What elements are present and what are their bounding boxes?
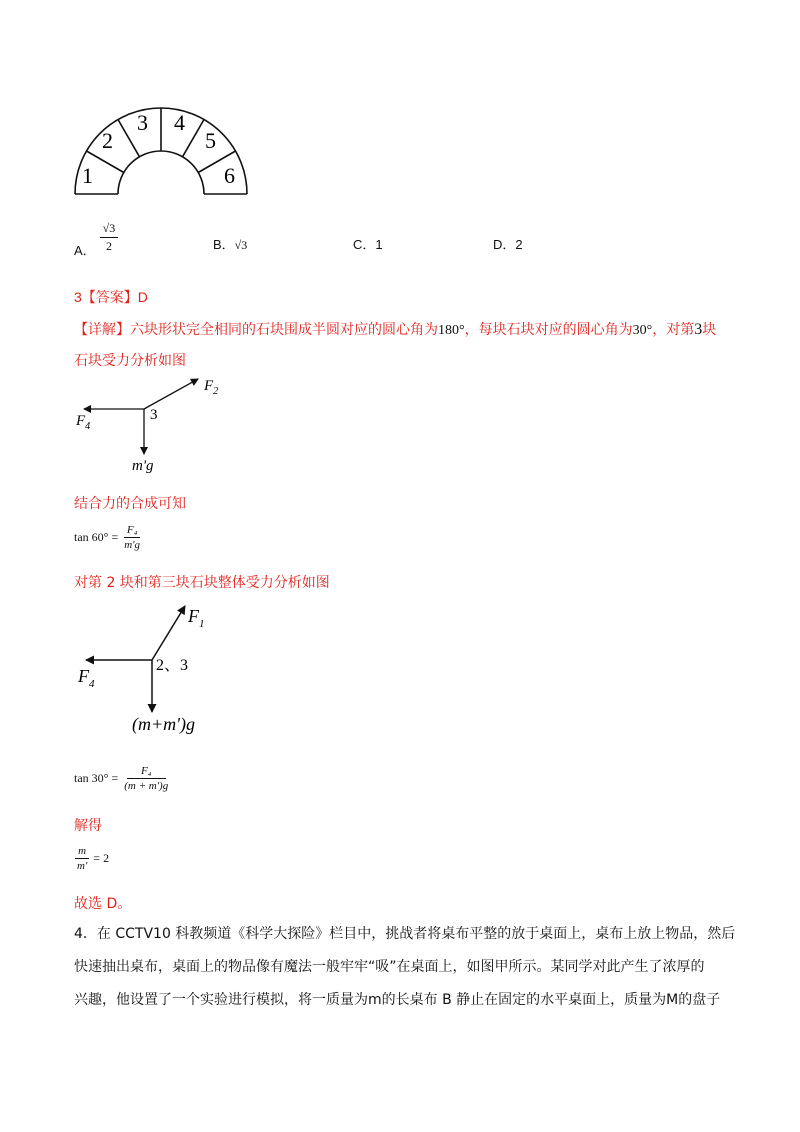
arch-block-label: 1 xyxy=(82,163,93,188)
eq-rhs: = 2 xyxy=(93,851,110,865)
detail-text: ，对第 xyxy=(652,322,695,338)
svg-text:F1 xyxy=(187,606,205,630)
block-label: 3 xyxy=(150,407,158,423)
f2-label: F xyxy=(204,378,214,394)
f1-label: F xyxy=(188,606,199,626)
option-a-denominator: 2 xyxy=(105,239,112,253)
f2-vector xyxy=(144,379,198,409)
f4-label: F xyxy=(76,413,86,429)
weight-label: (m+m')g xyxy=(132,714,195,734)
detail-text: ，每块石块对应的圆心角为 xyxy=(464,322,633,338)
arch-block-label: 2 xyxy=(102,128,113,153)
question-line: 兴趣，他设置了一个实验进行模拟，将一质量为m的长桌布 B 静止在固定的水平桌面上，质量为M的盘子 xyxy=(74,992,721,1008)
block-label: 2、3 xyxy=(156,657,189,674)
detail-text: 六块形状完全相同的石块围成半圆对应的圆心角为 xyxy=(130,322,438,338)
combine-text: 结合力的合成可知 xyxy=(74,496,186,512)
arch-block-label: 5 xyxy=(205,128,216,153)
option-a-numerator: √3 xyxy=(100,221,119,238)
answer-line: 3【答案】D xyxy=(74,289,148,305)
svg-text:F2 xyxy=(203,378,218,397)
option-value: 2 xyxy=(515,237,523,252)
option-letter: C． xyxy=(353,237,376,252)
question-line: 4．在 CCTV10 科教频道《科学大探险》栏目中，挑战者将桌布平整的放于桌面上，桌布上放上物品，然后 xyxy=(74,926,736,942)
equation-ratio xyxy=(74,845,109,872)
eq-lhs: tan 60° = xyxy=(74,530,119,544)
option-value: √3 xyxy=(234,238,248,252)
option-letter: B． xyxy=(213,237,235,252)
block-number: 3 xyxy=(694,321,703,338)
eq-numerator: F₄ xyxy=(127,765,166,779)
eq-fraction xyxy=(121,524,143,551)
conclusion-text: 故选 D。 xyxy=(74,896,132,912)
angle-180: 180° xyxy=(438,323,465,338)
option-letter: A． xyxy=(74,243,96,258)
f4-subscript: 4 xyxy=(85,421,91,432)
option-letter: D． xyxy=(493,237,516,252)
arch-block-label: 3 xyxy=(137,110,148,135)
equation-tan60 xyxy=(74,524,143,551)
eq-numerator: F₄ xyxy=(124,524,141,538)
eq-denominator: m' xyxy=(77,860,88,872)
option-value: 1 xyxy=(375,237,383,252)
weight-label: m'g xyxy=(132,458,154,474)
option-b xyxy=(213,234,247,253)
detail-text: 石块受力分析如图 xyxy=(74,353,186,369)
f4-subscript: 4 xyxy=(89,678,95,690)
solve-text: 解得 xyxy=(74,818,102,834)
arch-block-label: 6 xyxy=(224,163,235,188)
detail-label: 【详解】 xyxy=(74,322,130,338)
angle-30: 30° xyxy=(632,323,653,338)
f4-label: F xyxy=(78,666,89,686)
option-a-fraction xyxy=(100,221,119,254)
f1-vector xyxy=(152,606,185,660)
detail-paragraph xyxy=(74,315,734,376)
detail-text: 块 xyxy=(702,322,717,338)
eq-numerator: m xyxy=(75,845,89,859)
question-line: 快速抽出桌布，桌面上的物品像有魔法一般牢牢“吸”在桌面上，如图甲所示。某同学对此产生了浓厚的 xyxy=(74,959,705,975)
eq-denominator: (m + m')g xyxy=(124,780,169,792)
eq-fraction xyxy=(121,765,171,792)
equation-tan30 xyxy=(74,765,171,792)
svg-text:F4 xyxy=(77,666,95,690)
eq-lhs: tan 30° = xyxy=(74,771,119,785)
option-d xyxy=(493,234,523,253)
eq-denominator: m'g xyxy=(124,539,141,551)
f1-subscript: 1 xyxy=(199,618,205,630)
arch-block-label: 4 xyxy=(174,110,185,135)
option-a xyxy=(74,216,118,259)
whole-body-text: 对第 2 块和第三块石块整体受力分析如图 xyxy=(74,575,330,591)
f2-subscript: 2 xyxy=(213,386,219,397)
force-diagram-blocks23 xyxy=(70,600,230,740)
option-c xyxy=(353,234,383,253)
force-diagram-block3 xyxy=(70,372,230,482)
arch-figure xyxy=(66,100,256,196)
question-4 xyxy=(74,918,734,1017)
eq-fraction xyxy=(74,845,90,872)
svg-text:F4 xyxy=(75,413,90,432)
